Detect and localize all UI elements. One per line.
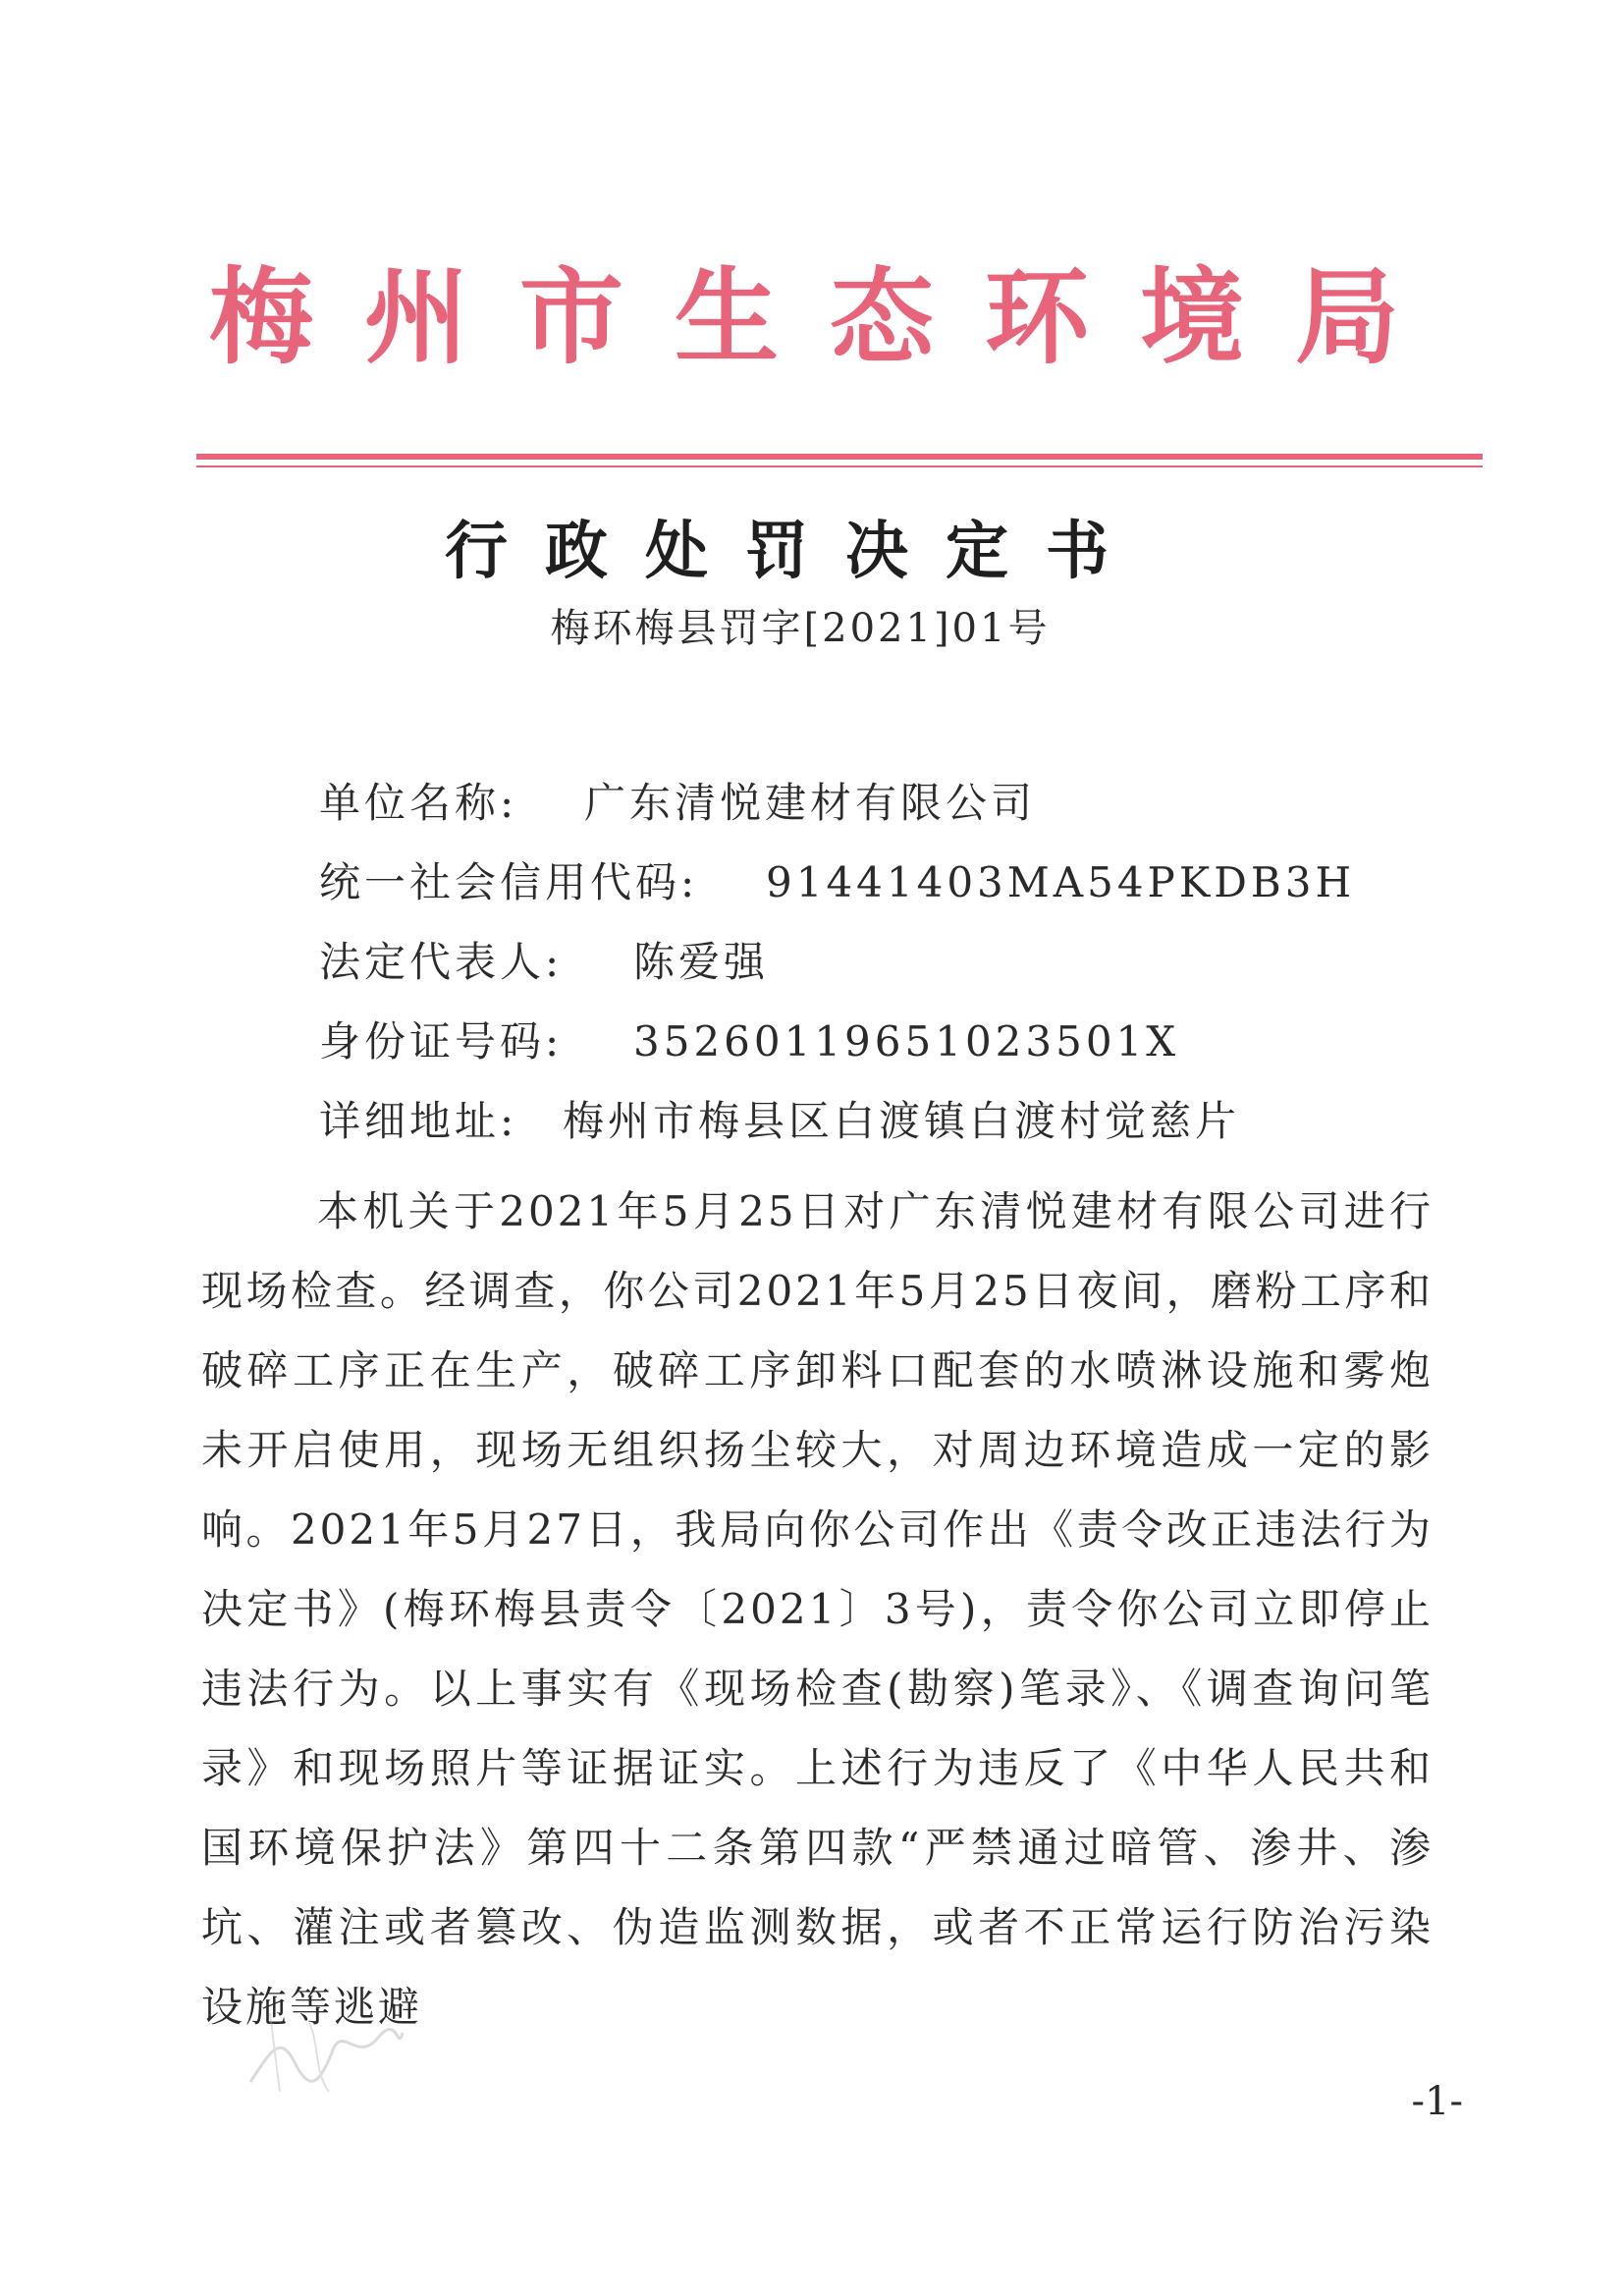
field-value: 广东清悦建材有限公司	[584, 779, 1037, 827]
field-label: 单位名称:	[319, 779, 518, 827]
agency-letterhead: 梅州市生态环境局	[209, 255, 1450, 378]
field-unit-name	[319, 774, 1037, 833]
field-value: 梅州市梅县区白渡镇白渡村觉慈片	[563, 1097, 1241, 1145]
field-legal-representative	[319, 933, 770, 992]
field-address	[319, 1092, 1241, 1151]
document-title: 行政处罚决定书	[445, 515, 1146, 588]
page-number: -1-	[1411, 2079, 1463, 2124]
field-value: 35260119651023501X	[633, 1017, 1180, 1066]
handwritten-mark	[241, 1994, 407, 2102]
document-number: 梅环梅县罚字[2021]01号	[550, 606, 1051, 651]
field-label: 统一社会信用代码:	[319, 858, 699, 906]
field-label: 法定代表人:	[319, 938, 564, 986]
field-value: 91441403MA54PKDB3H	[766, 858, 1356, 906]
body-paragraph: 本机关于2021年5月25日对广东清悦建材有限公司进行现场检查。经调查，你公司2021年5月25日夜间，磨粉工序和破碎工序正在生产，破碎工序卸料口配套的水喷淋设施和雾炮未开启使用，现场无组织扬尘较大，对周边环境造成一定的影响。2021年5月27日，我局向你公司作出《责令改正违法行为决定书》(梅环梅县责令〔2021〕3号)，责令你公司立即停止违法行为。以上事实有《现场检查(勘察)笔录》、《调查询问笔录》和现场照片等证据证实。上述行为违反了《中华人民共和国环境保护法》第四十二条第四款“严禁通过暗管、渗井、渗坑、灌注或者篡改、伪造监测数据，或者不正常运行防治污染设施等逃避	[201, 1187, 1434, 2031]
field-value: 陈爱强	[633, 938, 770, 986]
letterhead-rule-thick	[196, 454, 1483, 460]
field-id-number	[319, 1012, 1180, 1071]
field-label: 详细地址:	[319, 1097, 518, 1145]
letterhead-rule-thin	[196, 465, 1483, 467]
field-label: 身份证号码:	[319, 1017, 564, 1066]
field-credit-code	[319, 853, 1356, 912]
